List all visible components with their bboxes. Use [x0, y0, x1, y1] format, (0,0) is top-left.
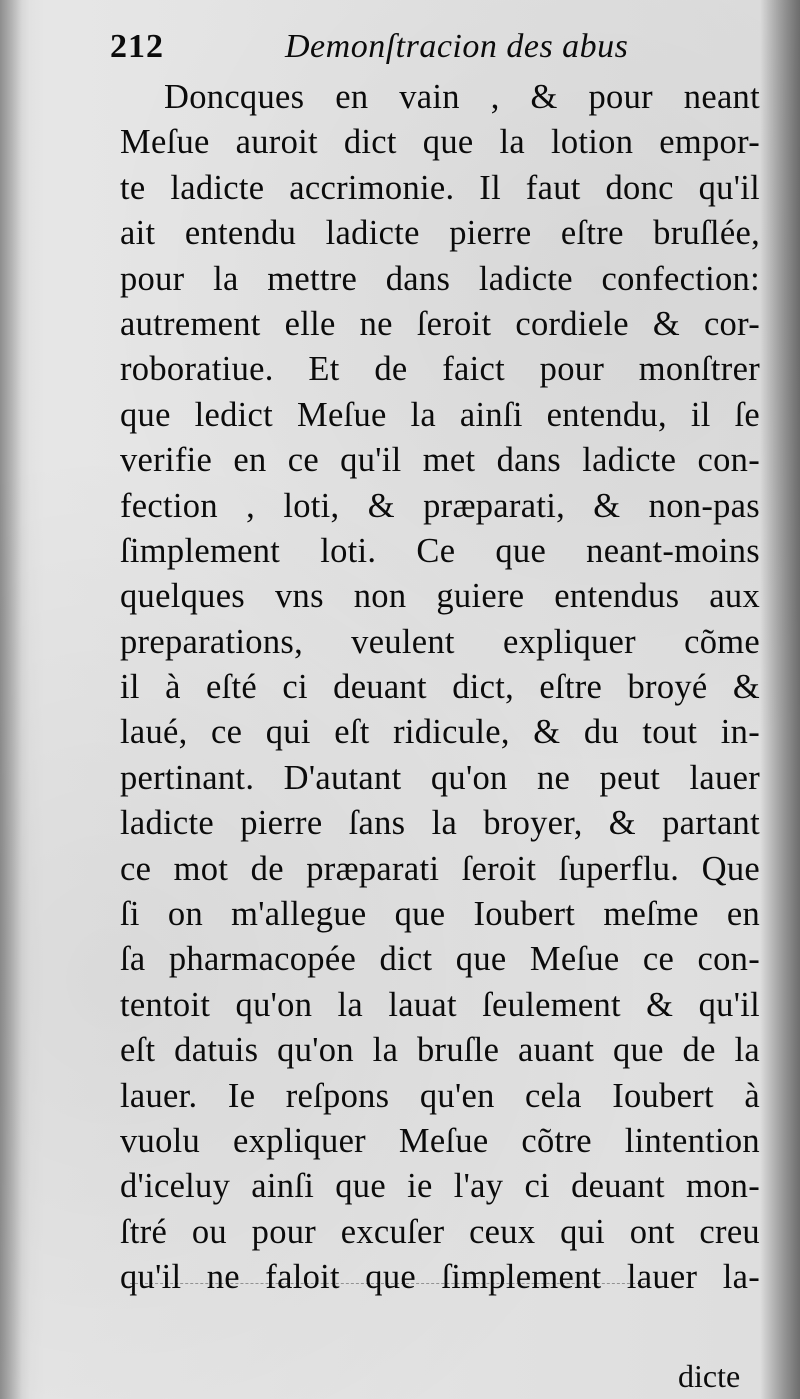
text-line: ſa pharmacopée dict que Meſue ce con-: [120, 940, 760, 979]
text-line: il à eſté ci deuant dict, eſtre broyé &: [120, 668, 760, 707]
text-line: fection , loti, & præparati, & non-pas: [120, 486, 760, 525]
text-line: pertinant. D'autant qu'on ne peut lauer: [120, 758, 760, 797]
text-line: ladicte pierre ſans la broyer, & partant: [120, 804, 760, 843]
catchword: dicte: [678, 1358, 741, 1394]
text-line: pour la mettre dans ladicte confection:: [120, 259, 760, 298]
text-line: autrement elle ne ſeroit cordiele & cor-: [120, 304, 760, 343]
text-line: eſt datuis qu'on la bruſle auant que de la: [120, 1031, 760, 1070]
text-line: d'iceluy ainſi que ie l'ay ci deuant mon-: [120, 1167, 760, 1206]
text-line: ce mot de præparati ſeroit ſuperflu. Que: [120, 849, 760, 888]
text-line: Meſue auroit dict que la lotion empor-: [120, 123, 760, 162]
edge-shadow: [760, 0, 800, 1399]
text-line: vuolu expliquer Meſue cõtre lintention: [120, 1121, 760, 1160]
text-line: ait entendu ladicte pierre eſtre bruſlée,: [120, 214, 760, 253]
text-line: ſi on m'allegue que Ioubert meſme en: [120, 895, 760, 934]
text-line: laué, ce qui eſt ridicule, & du tout in-: [120, 713, 760, 752]
gutter-shadow: [0, 0, 22, 1399]
text-line: preparations, veulent expliquer cõme: [120, 622, 760, 661]
text-line: Doncques en vain , & pour neant: [164, 78, 760, 116]
text-line: tentoit qu'on la lauat ſeulement & qu'il: [120, 985, 760, 1024]
body-text: [120, 75, 760, 1301]
text-line: qu'il ne faloit que ſimplement lauer la-: [120, 1258, 760, 1297]
page-number: 212: [110, 28, 164, 65]
text-line: quelques vns non guiere entendus aux: [120, 577, 760, 616]
text-line: verifie en ce qu'il met dans ladicte con-: [120, 441, 760, 480]
page-header: [110, 28, 670, 72]
text-line: te ladicte accrimonie. Il faut donc qu'il: [120, 168, 760, 207]
text-line: lauer. Ie reſpons qu'en cela Ioubert à: [120, 1076, 760, 1115]
text-line: ſtré ou pour excuſer ceux qui ont creu: [120, 1212, 760, 1251]
text-line: roboratiue. Et de faict pour monſtrer: [120, 350, 760, 389]
text-line: que ledict Meſue la ainſi entendu, il ſe: [120, 395, 760, 434]
bottom-rule: [130, 1283, 650, 1284]
running-title: Demonſtracion des abus: [285, 28, 629, 65]
text-line: ſimplement loti. Ce que neant-moins: [120, 531, 760, 570]
